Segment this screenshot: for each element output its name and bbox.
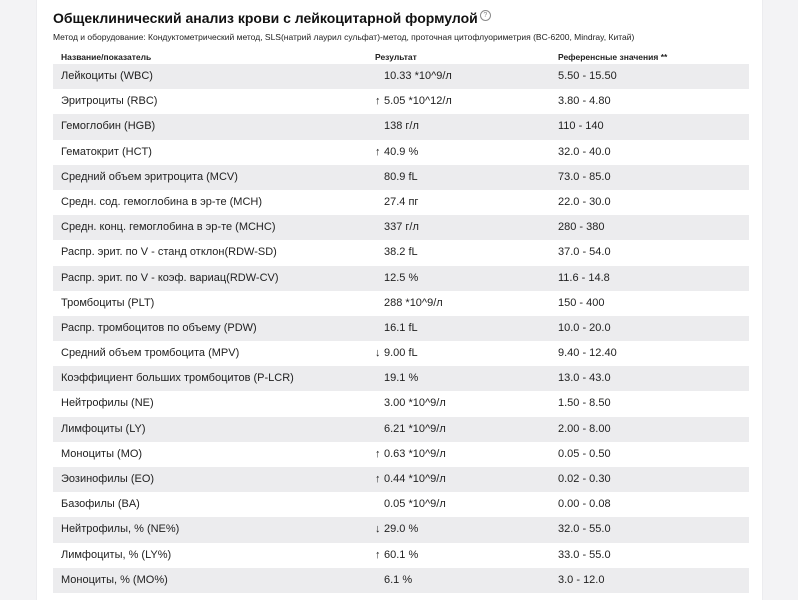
header-result: Результат	[375, 52, 417, 62]
row-reference: 1.50 - 8.50	[558, 397, 611, 410]
row-reference: 3.80 - 4.80	[558, 95, 611, 108]
table-row	[53, 442, 749, 467]
arrow-up-icon: ↑	[375, 95, 381, 108]
arrow-up-icon: ↑	[375, 473, 381, 485]
row-reference: 22.0 - 30.0	[558, 195, 611, 208]
row-name: Распр. тромбоцитов по объему (PDW)	[61, 321, 257, 334]
row-name: Гемоглобин (HGB)	[61, 120, 156, 133]
row-result-value: 138 г/л	[384, 120, 419, 133]
table-row	[53, 215, 749, 240]
row-name: Эозинофилы (EO)	[61, 473, 155, 485]
row-name: Моноциты (MO)	[61, 447, 143, 460]
row-result	[375, 574, 412, 586]
row-result-value: 16.1 fL	[384, 321, 418, 334]
row-result	[375, 171, 418, 183]
row-result-value: 6.1 %	[384, 573, 413, 586]
arrow-down-icon: ↓	[375, 347, 381, 360]
row-reference: 280 - 380	[558, 221, 605, 234]
row-name: Базофилы (BA)	[61, 498, 140, 511]
arrow-up-icon: ↑	[375, 548, 381, 561]
row-name: Средн. конц. гемоглобина в эр-те (MCHC)	[61, 221, 276, 234]
row-name: Нейтрофилы (NE)	[61, 397, 154, 410]
row-reference: 13.0 - 43.0	[558, 372, 611, 385]
table-row	[53, 266, 749, 291]
method-description: Метод и оборудование: Кондуктометрический метод, SLS(натрий лаурил сульфат)-метод, проточная цитофлуориметрия (BC-6200, Mindray, Китай)	[53, 32, 635, 42]
row-reference: 0.02 - 0.30	[558, 473, 611, 485]
row-result	[375, 322, 418, 334]
row-result-value: 29.0 %	[384, 523, 419, 536]
row-reference: 73.0 - 85.0	[558, 170, 611, 183]
row-reference: 37.0 - 54.0	[558, 246, 611, 259]
header-name: Название/показатель	[61, 52, 152, 62]
table-row	[53, 190, 749, 215]
row-result-value: 80.9 fL	[384, 170, 418, 183]
table-row	[53, 492, 749, 517]
table-row	[53, 568, 749, 593]
row-reference: 9.40 - 12.40	[558, 347, 617, 360]
row-name: Эритроциты (RBC)	[61, 95, 158, 108]
row-result-value: 60.1 %	[384, 548, 419, 561]
arrow-down-icon: ↓	[375, 523, 381, 536]
row-result	[375, 95, 452, 107]
row-result-value: 10.33 *10^9/л	[384, 70, 452, 82]
row-reference: 10.0 - 20.0	[558, 321, 611, 334]
table-row	[53, 165, 749, 190]
row-reference: 3.0 - 12.0	[558, 573, 605, 586]
table-row	[53, 391, 749, 416]
row-name: Лейкоциты (WBC)	[61, 70, 153, 82]
table-row	[53, 140, 749, 165]
row-name: Лимфоциты, % (LY%)	[61, 548, 172, 561]
table-row	[53, 543, 749, 568]
row-result	[375, 297, 443, 309]
table-row	[53, 316, 749, 341]
row-name: Нейтрофилы, % (NE%)	[61, 523, 180, 536]
row-result-value: 5.05 *10^12/л	[384, 95, 452, 108]
row-name: Средн. сод. гемоглобина в эр-те (MCH)	[61, 195, 263, 208]
row-result-value: 337 г/л	[384, 221, 419, 234]
row-name: Тромбоциты (PLT)	[61, 296, 155, 309]
row-reference: 32.0 - 40.0	[558, 145, 611, 158]
arrow-up-icon: ↑	[375, 447, 381, 460]
report-card	[36, 0, 763, 600]
row-name: Моноциты, % (MO%)	[61, 573, 168, 586]
row-result-value: 6.21 *10^9/л	[384, 422, 446, 435]
row-result	[375, 246, 418, 258]
row-result	[375, 347, 418, 359]
row-result-value: 0.05 *10^9/л	[384, 498, 446, 511]
table-header	[53, 50, 749, 64]
table-row	[53, 341, 749, 366]
row-result	[375, 397, 446, 409]
results-table	[53, 64, 749, 593]
row-name: Лимфоциты (LY)	[61, 422, 146, 435]
row-result-value: 288 *10^9/л	[384, 296, 443, 309]
row-result	[375, 473, 446, 485]
row-result	[375, 549, 418, 561]
row-reference: 11.6 - 14.8	[558, 271, 610, 284]
table-row	[53, 240, 749, 265]
row-reference: 33.0 - 55.0	[558, 548, 611, 561]
row-name: Коэффициент больших тромбоцитов (P-LCR)	[61, 372, 294, 385]
row-result	[375, 523, 418, 535]
row-name: Средний объем тромбоцита (MPV)	[61, 347, 240, 360]
row-result-value: 3.00 *10^9/л	[384, 397, 446, 410]
row-result-value: 40.9 %	[384, 145, 419, 158]
row-result	[375, 272, 418, 284]
row-result-value: 0.63 *10^9/л	[384, 447, 446, 460]
row-result-value: 12.5 %	[384, 271, 419, 284]
table-row	[53, 517, 749, 542]
arrow-up-icon: ↑	[375, 145, 381, 158]
row-name: Гематокрит (HCT)	[61, 145, 152, 158]
table-row	[53, 291, 749, 316]
row-name: Распр. эрит. по V - коэф. вариац(RDW-CV)	[61, 271, 279, 284]
row-reference: 5.50 - 15.50	[558, 70, 617, 82]
row-result	[375, 221, 419, 233]
table-row	[53, 89, 749, 114]
row-reference: 32.0 - 55.0	[558, 523, 611, 536]
row-result	[375, 146, 418, 158]
row-reference: 0.00 - 0.08	[558, 498, 611, 511]
table-row	[53, 417, 749, 442]
row-result-value: 0.44 *10^9/л	[384, 473, 446, 485]
row-result	[375, 196, 418, 208]
row-result	[375, 498, 446, 510]
row-reference: 110 - 140	[558, 120, 604, 133]
table-row	[53, 114, 749, 139]
row-reference: 150 - 400	[558, 296, 605, 309]
table-row	[53, 366, 749, 391]
row-result	[375, 70, 452, 82]
row-result	[375, 372, 418, 384]
report-title	[53, 10, 491, 26]
table-row	[53, 467, 749, 492]
table-row	[53, 64, 749, 89]
row-result-value: 9.00 fL	[384, 347, 418, 360]
row-name: Распр. эрит. по V - станд отклон(RDW-SD)	[61, 246, 277, 259]
row-result-value: 38.2 fL	[384, 246, 418, 259]
row-result-value: 27.4 пг	[384, 195, 419, 208]
row-result	[375, 448, 446, 460]
row-reference: 0.05 - 0.50	[558, 447, 611, 460]
report-title-text: Общеклинический анализ крови с лейкоцитарной формулой	[53, 10, 478, 26]
row-reference: 2.00 - 8.00	[558, 422, 611, 435]
row-result	[375, 423, 446, 435]
row-name: Средний объем эритроцита (MCV)	[61, 170, 238, 183]
help-icon[interactable]: ?	[480, 10, 491, 21]
header-reference: Референсные значения **	[558, 52, 668, 62]
row-result-value: 19.1 %	[384, 372, 419, 385]
row-result	[375, 120, 419, 132]
